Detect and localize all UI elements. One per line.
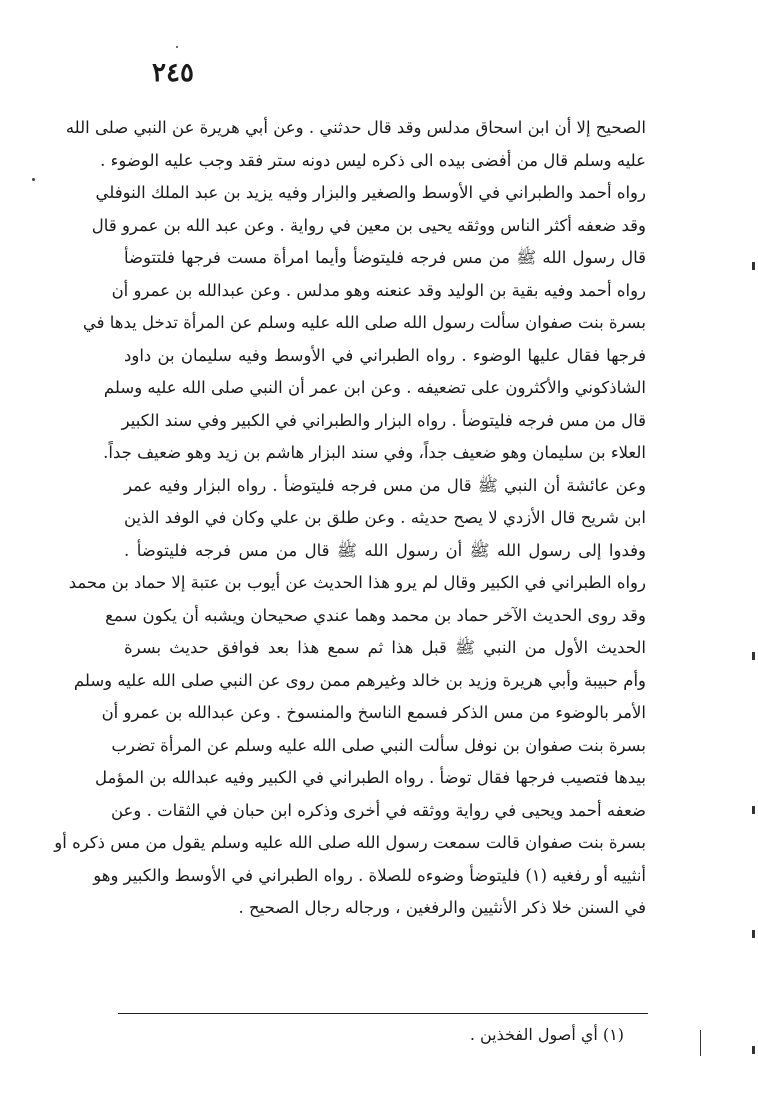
text-line: ضعفه أحمد ويحيى في رواية ووثقه في أخرى وذكره ابن حبان في الثقات . وعن bbox=[110, 800, 646, 820]
text-line: بيدها فتصيب فرجها فقال توضأ . رواه الطبراني في الكبير وفيه عبدالله بن المؤمل bbox=[95, 768, 646, 787]
scan-mark bbox=[752, 262, 755, 270]
text-line: وفدوا إلى رسول الله ﷺ أن رسول الله ﷺ قال من مس فرجه فليتوضأ . bbox=[124, 540, 646, 560]
text-line: رواه أحمد وفيه بقية بن الوليد وقد عنعنه وهو مدلس . وعن عبدالله بن عمرو أن bbox=[111, 280, 646, 300]
text-line: عليه وسلم قال من أفضى بيده الى ذكره ليس دونه ستر فقد وجب عليه الوضوء . bbox=[100, 150, 646, 170]
text-line: فرجها فقال عليها الوضوء . رواه الطبراني في الأوسط وفيه سليمان بن داود bbox=[124, 345, 646, 365]
scan-mark bbox=[752, 652, 755, 660]
text-line: الشاذكوني والأكثرون على تضعيفه . وعن ابن عمر أن النبي صلى الله عليه وسلم bbox=[103, 378, 646, 397]
footnote-separator bbox=[118, 1013, 648, 1014]
main-text-block bbox=[54, 112, 646, 925]
text-line: في السنن خلا ذكر الأنثيين والرفغين ، ورجاله رجال الصحيح . bbox=[238, 898, 646, 917]
text-line: رواه أحمد والطبراني في الأوسط والصغير والبزار وفيه يزيد بن عبد الملك النوفلي bbox=[95, 183, 646, 202]
text-line: قال من مس فرجه فليتوضأ . رواه البزار والطبراني في الكبير وفي سند الكبير bbox=[121, 410, 646, 430]
text-line: وقد ضعفه أكثر الناس ووثقه يحيى بن معين في رواية . وعن عبد الله بن عمرو قال bbox=[91, 215, 646, 235]
text-line: قال رسول الله ﷺ من مس فرجه فليتوضأ وأيما امرأة مست فرجها فلتتوضأ bbox=[124, 248, 646, 267]
text-line: بسرة بنت صفوان بن نوفل سألت النبي صلى الله عليه وسلم عن المرأة تضرب bbox=[111, 735, 646, 755]
scan-mark bbox=[700, 1030, 701, 1056]
text-line: وأم حبيبة وأبي هريرة وزيد بن خالد وغيرهم ممن روى عن النبي صلى الله عليه وسلم bbox=[73, 670, 646, 690]
text-line: الصحيح إلا أن ابن اسحاق مدلس وقد قال حدثني . وعن أبي هريرة عن النبي صلى الله bbox=[65, 118, 646, 137]
footnote: (١) أي أصول الفخذين . bbox=[469, 1025, 624, 1044]
text-line: بسرة بنت صفوان قالت سمعت رسول الله صلى الله عليه وسلم يقول من مس ذكره أو bbox=[54, 833, 646, 852]
scan-mark bbox=[752, 806, 755, 814]
text-line: ابن شريح قال الأزدي لا يصح حديثه . وعن طلق بن علي وكان في الوفد الذين bbox=[124, 508, 646, 527]
text-line: الأمر بالوضوء من مس الذكر فسمع الناسخ والمنسوخ . وعن عبدالله بن عمرو أن bbox=[101, 703, 646, 722]
page-number: ٢٤٥ bbox=[152, 58, 194, 88]
text-line: أنثييه أو رفغيه (١) فليتوضأ وضوءه للصلاة . رواه الطبراني في الأوسط والكبير وهو bbox=[93, 865, 646, 885]
text-line: وعن عائشة أن النبي ﷺ قال من مس فرجه فليتوضأ . رواه البزار وفيه عمر bbox=[124, 475, 646, 495]
text-line: الحديث الأول من النبي ﷺ قبل هذا ثم سمع هذا بعد فوافق حديث بسرة bbox=[124, 638, 646, 657]
text-line: وقد روى الحديث الآخر حماد بن محمد وهما عندي صحيحان ويشبه أن يكون سمع bbox=[105, 605, 646, 625]
text-line: رواه الطبراني في الكبير وقال لم يرو هذا الحديث عن أيوب بن عتبة إلا حماد بن محمد bbox=[68, 573, 646, 592]
scan-speck bbox=[176, 46, 178, 48]
text-line: العلاء بن سليمان وهو ضعيف جداً، وفي سند البزار هاشم بن زيد وهو ضعيف جداً. bbox=[103, 443, 646, 462]
scan-mark bbox=[752, 930, 755, 938]
text-line: بسرة بنت صفوان سألت رسول الله صلى الله عليه وسلم عن المرأة تدخل يدها في bbox=[82, 313, 646, 332]
scan-mark bbox=[752, 1046, 755, 1054]
scan-speck bbox=[32, 178, 35, 181]
